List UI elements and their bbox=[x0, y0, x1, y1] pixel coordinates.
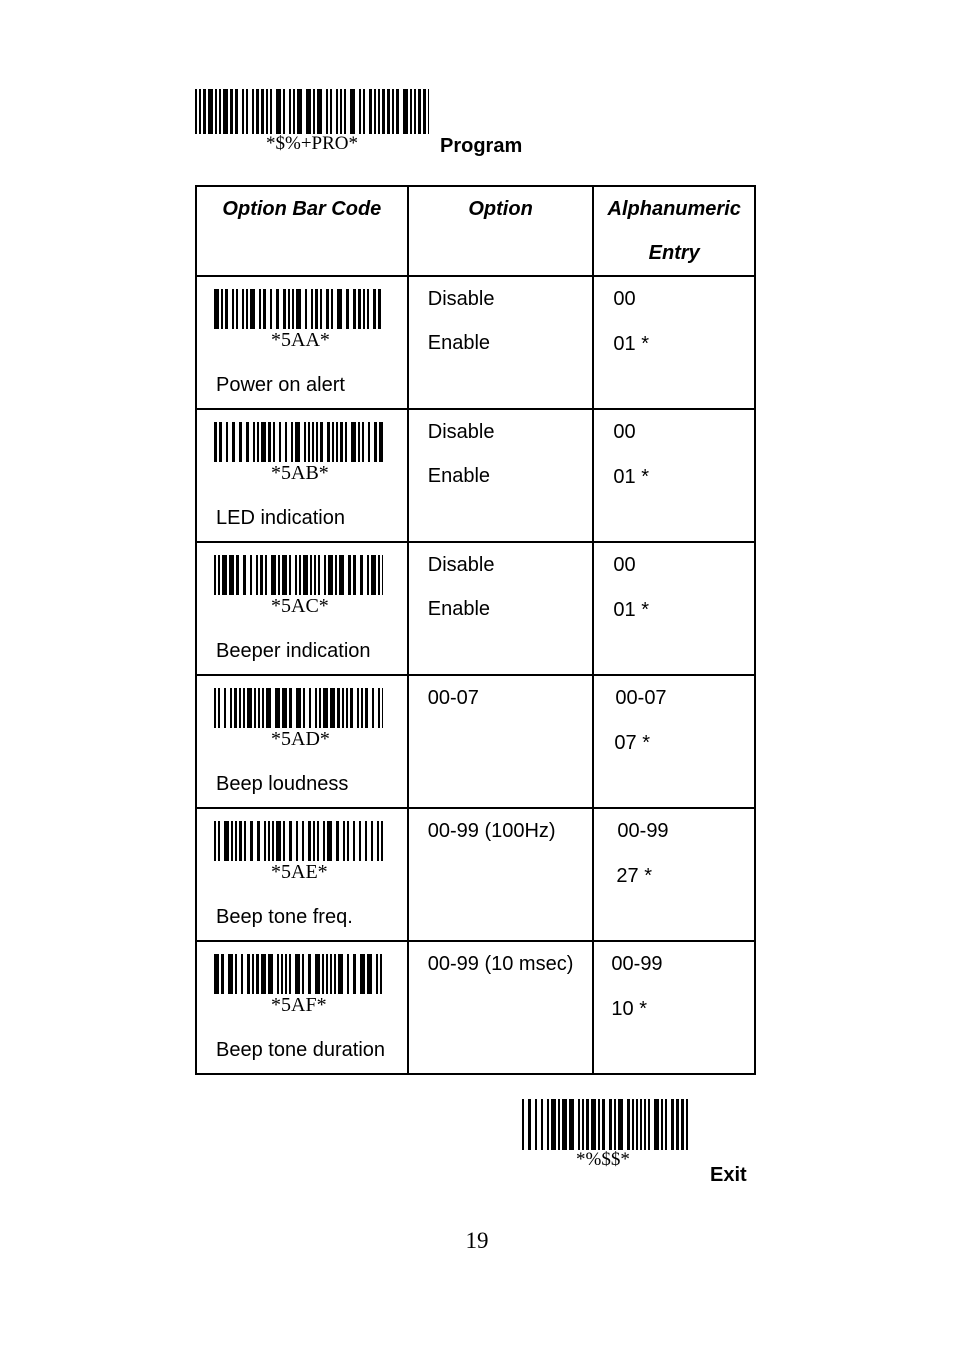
option-barcode-text: *5AC* bbox=[271, 595, 329, 617]
program-barcode-text: *$%+PRO* bbox=[266, 133, 359, 154]
option-barcode bbox=[214, 555, 383, 595]
page-number: 19 bbox=[465, 1228, 489, 1253]
option-barcode-text: *5AE* bbox=[271, 861, 328, 883]
option-value-1: 00-99 (100Hz) bbox=[427, 820, 556, 842]
alphanumeric-default: 01 * bbox=[613, 333, 649, 355]
option-barcode bbox=[214, 688, 383, 728]
option-name: Power on alert bbox=[216, 374, 345, 396]
option-barcode-text: *5AA* bbox=[271, 329, 330, 351]
header-alphanumeric-entry: Alphanumeric Entry bbox=[593, 186, 755, 276]
alphanumeric-range: 00 bbox=[613, 421, 636, 443]
alphanumeric-range: 00 bbox=[613, 288, 636, 310]
option-values-cell bbox=[408, 276, 594, 409]
alphanumeric-range: 00-07 bbox=[615, 687, 667, 709]
program-label: Program bbox=[440, 135, 523, 157]
table-row bbox=[196, 675, 755, 808]
option-name: Beep tone duration bbox=[216, 1039, 386, 1061]
alphanumeric-range: 00-99 bbox=[611, 953, 663, 975]
option-barcode-cell bbox=[196, 276, 408, 409]
option-barcode bbox=[214, 422, 383, 462]
alphanumeric-default: 27 * bbox=[616, 865, 652, 887]
option-value-2: Enable bbox=[427, 598, 491, 620]
program-barcode bbox=[195, 89, 429, 134]
alphanumeric-cell bbox=[593, 941, 755, 1074]
table-row bbox=[196, 409, 755, 542]
alphanumeric-cell bbox=[593, 675, 755, 808]
alphanumeric-default: 01 * bbox=[613, 466, 649, 488]
exit-barcode-text: *%$$* bbox=[576, 1149, 630, 1170]
option-value-1: Disable bbox=[427, 554, 495, 576]
table-row bbox=[196, 276, 755, 409]
header-option-bar-code: Option Bar Code bbox=[196, 186, 408, 276]
option-barcode-text: *5AF* bbox=[271, 994, 327, 1016]
option-name: Beep loudness bbox=[216, 773, 349, 795]
option-barcode bbox=[214, 954, 383, 994]
option-barcode-cell bbox=[196, 808, 408, 941]
option-barcode-cell bbox=[196, 542, 408, 675]
alphanumeric-default: 07 * bbox=[614, 732, 650, 754]
alphanumeric-default: 01 * bbox=[613, 599, 649, 621]
option-values-cell bbox=[408, 941, 594, 1074]
option-barcode-text: *5AB* bbox=[271, 462, 329, 484]
options-table bbox=[195, 185, 756, 1075]
option-barcode-cell bbox=[196, 409, 408, 542]
alphanumeric-range: 00 bbox=[613, 554, 636, 576]
alphanumeric-cell bbox=[593, 808, 755, 941]
alphanumeric-cell bbox=[593, 542, 755, 675]
option-name: Beeper indication bbox=[216, 640, 371, 662]
option-barcode bbox=[214, 821, 383, 861]
exit-barcode bbox=[522, 1099, 690, 1150]
option-value-1: 00-99 (10 msec) bbox=[427, 953, 574, 975]
option-barcode-text: *5AD* bbox=[271, 728, 330, 750]
option-value-1: Disable bbox=[427, 288, 495, 310]
option-barcode-cell bbox=[196, 941, 408, 1074]
option-value-2: Enable bbox=[427, 465, 491, 487]
option-value-1: 00-07 bbox=[427, 687, 479, 709]
option-barcode bbox=[214, 289, 383, 329]
option-barcode-cell bbox=[196, 675, 408, 808]
exit-label: Exit bbox=[710, 1164, 747, 1186]
option-values-cell bbox=[408, 675, 594, 808]
option-values-cell bbox=[408, 542, 594, 675]
option-name: Beep tone freq. bbox=[216, 906, 353, 928]
table-row bbox=[196, 542, 755, 675]
table-row bbox=[196, 808, 755, 941]
alphanumeric-default: 10 * bbox=[611, 998, 647, 1020]
option-name: LED indication bbox=[216, 507, 345, 529]
alphanumeric-cell bbox=[593, 409, 755, 542]
table-row bbox=[196, 941, 755, 1074]
alphanumeric-cell bbox=[593, 276, 755, 409]
option-values-cell bbox=[408, 409, 594, 542]
option-value-1: Disable bbox=[427, 421, 495, 443]
header-option: Option bbox=[408, 186, 594, 276]
alphanumeric-range: 00-99 bbox=[617, 820, 669, 842]
option-values-cell bbox=[408, 808, 594, 941]
table-header-row bbox=[196, 186, 755, 276]
option-value-2: Enable bbox=[427, 332, 491, 354]
